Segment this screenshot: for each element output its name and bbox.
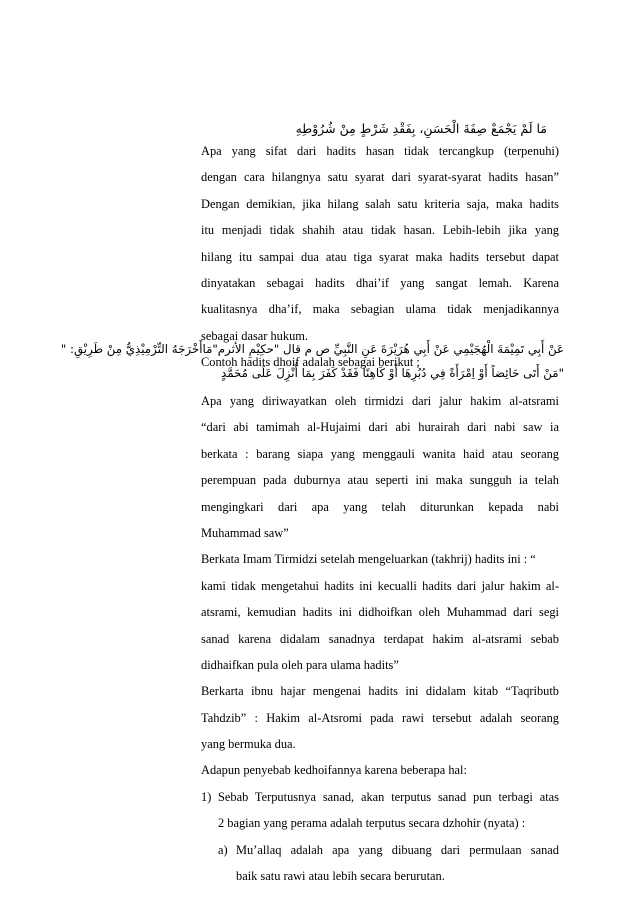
arabic-hadith-line-2: "مَنْ أَتَى حَائِضاً أَوْ اِمْرَأَةً فِي دُبُرِهَا أَوْ كَاهِنًا فَقَدْ كَفَرَ بِمَا أُنْزِلَ عَلَى مُحَمَّدٍ: [221, 366, 564, 380]
text-line: atsrami, kemudian hadits ini didhoifkan oleh Muhammad dari segi: [201, 605, 559, 620]
text-line: dengan cara hilangnya satu syarat dari syarat-syarat hadits hasan”: [201, 170, 559, 185]
text-line: Apa yang sifat dari hadits hasan tidak tercangkup (terpenuhi): [201, 144, 559, 158]
text-line: Contoh hadits dhoif adalah sebagai berikut ;: [201, 355, 420, 370]
text-line: Tahdzib” : Hakim al-Atsromi pada rawi tersebut adalah seorang: [201, 710, 559, 725]
text-line: “dari abi tamimah al-Hujaimi dari abi hurairah dari nabi saw ia: [201, 420, 559, 435]
sublist-letter: a): [218, 843, 228, 857]
text-line: Berkata Imam Tirmidzi setelah mengeluarkan (takhrij) hadits ini : “: [201, 552, 536, 567]
text-line: Berkarta ibnu hajar mengenai hadits ini didalam kitab “Taqributb: [201, 684, 559, 699]
text-line: yang bermuka dua.: [201, 737, 296, 752]
text-line: hilang itu sampai dua atau tiga syarat maka hadits tersebut dapat: [201, 249, 559, 264]
text-line: dinyatakan sebagai hadits dhai’if yang sangat lemah. Karena: [201, 275, 559, 290]
text-line: Dengan demikian, jika hilang salah satu kriteria saja, maka hadits: [201, 196, 559, 211]
text-line: Apa yang diriwayatkan oleh tirmidzi dari jalur hakim al-atsrami: [201, 394, 559, 408]
text-line: berkata : barang siapa yang menggauli wanita haid atau seorang: [201, 446, 559, 461]
text-line: itu menjadi tidak shahih atau tidak hasan. Lebih-lebih jika yang: [201, 223, 559, 238]
text-line: perempuan pada duburnya atau seperti ini maka sungguh ia telah: [201, 473, 559, 488]
text-line: Sebab Terputusnya sanad, akan terputus sanad pun terbagi atas: [218, 790, 559, 804]
list-item-1: [218, 784, 559, 837]
sublist-item-a: [236, 837, 559, 890]
text-line: Muhammad saw”: [201, 525, 289, 540]
text-line: Adapun penyebab kedhoifannya karena beberapa hal:: [201, 763, 467, 778]
text-line: sanad karena didalam sanadnya terdapat hakim al-atsrami sebab: [201, 631, 559, 646]
text-line: sebagai dasar hukum.: [201, 328, 309, 343]
text-line: didhaifkan pula oleh para ulama hadits”: [201, 657, 399, 672]
paragraph-definition: [201, 138, 559, 376]
text-line: 2 bagian yang perama adalah terputus secara dzhohir (nyata) :: [218, 816, 526, 831]
text-line: baik satu rawi atau lebih secara berurutan.: [236, 869, 445, 884]
text-line: Mu’allaq adalah apa yang dibuang dari permulaan sanad: [236, 843, 559, 857]
text-line: kualitasnya dha’if, maka sebagian ulama tidak menjadikannya: [201, 302, 559, 317]
text-line: kami tidak mengetahui hadits ini kecualli hadits dari jalur hakim al-: [201, 578, 559, 593]
arabic-hadith-line-1: عَنْ أَبِي تَمِيْمَةَ الْهُجَيْمِي عَنْ أَبِي هُرَيْرَةَ عَنِ النَّبِيِّ ص م قال "حكِيْمِ الأثرم"مَاأَخْرَجَهُ التِّرْمِيْذِيُّ مِنْ طَرِيْقِ: ": [60, 342, 564, 356]
arabic-definition-line: مَا لَمْ يَجْمَعْ صِفَةَ الْحَسَنِ، بِفَقْدِ شَرْطٍ مِنْ شُرُوْطِهِ: [295, 121, 547, 136]
text-line: mengingkari dari apa yang telah diturunkan kepada nabi: [201, 499, 559, 514]
list-number: 1): [201, 790, 212, 804]
paragraph-explanation: [201, 388, 559, 784]
